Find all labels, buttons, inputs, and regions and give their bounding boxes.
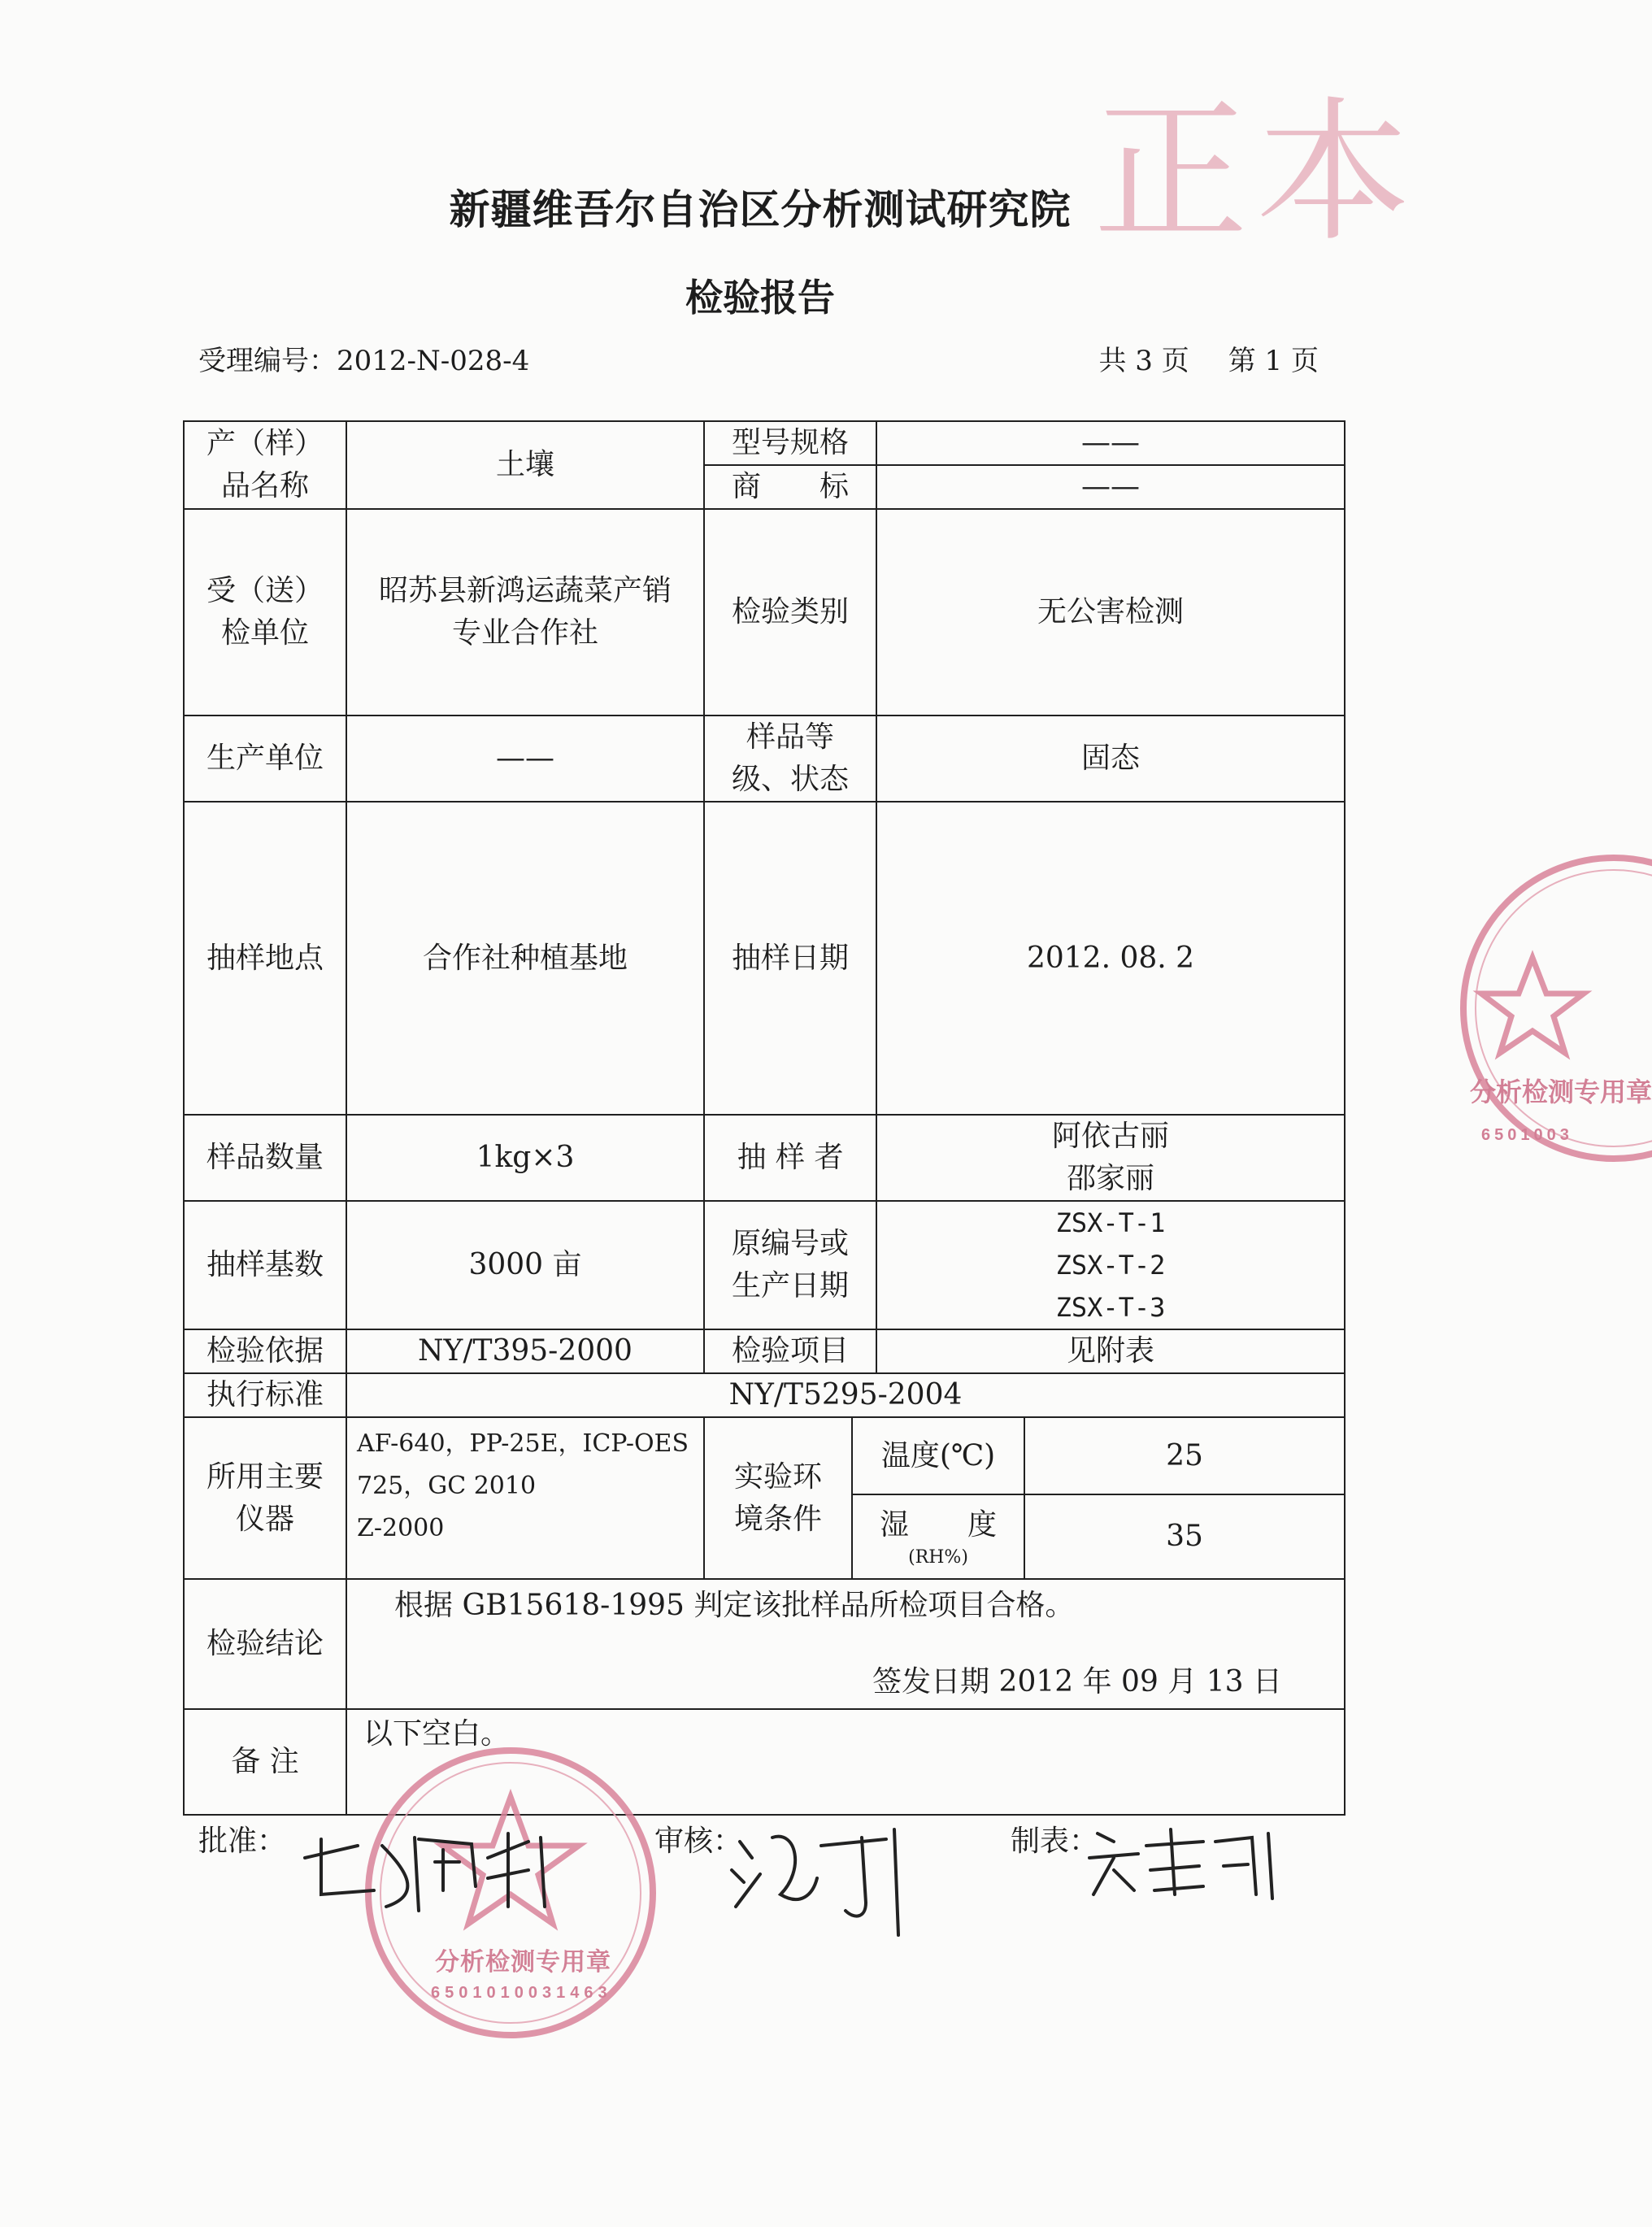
brand-label: 商 标 — [704, 465, 876, 509]
temp-label: 温度(℃) — [852, 1417, 1024, 1494]
items-label: 检验项目 — [704, 1329, 876, 1373]
sampling-site-label: 抽样地点 — [184, 802, 346, 1115]
env-label: 实验环境条件 — [704, 1417, 852, 1579]
producer-value: —— — [346, 716, 704, 802]
side-stamp — [1463, 858, 1652, 1159]
standard-label: 执行标准 — [184, 1373, 346, 1417]
conclusion-text: 根据 GB15618-1995 判定该批样品所检项目合格。 — [394, 1589, 1075, 1622]
conclusion-label: 检验结论 — [184, 1579, 346, 1709]
humidity-unit: (RH%) — [908, 1547, 968, 1568]
sampler-2: 邵家丽 — [1067, 1162, 1155, 1195]
client-label: 受（送）检单位 — [184, 509, 346, 716]
main-stamp-label: 分析检测专用章 — [435, 1949, 611, 1976]
review-label: 审核： — [654, 1825, 743, 1858]
grade-value: 固态 — [876, 716, 1345, 802]
approve-label: 批准： — [198, 1825, 287, 1858]
basis-value: NY/T395-2000 — [346, 1329, 704, 1373]
grade-label: 样品等级、状态 — [704, 716, 876, 802]
sampling-date-value: 2012. 08. 2 — [876, 802, 1345, 1115]
product-name-value: 土壤 — [346, 421, 704, 509]
signature-review — [732, 1829, 898, 1935]
instruments-label: 所用主要仪器 — [184, 1417, 346, 1579]
producer-label: 生产单位 — [184, 716, 346, 802]
issue-date: 签发日期 2012 年 09 月 13 日 — [872, 1665, 1283, 1699]
side-stamp-star-icon — [1481, 958, 1584, 1053]
remark-text: 以下空白。 — [346, 1709, 1345, 1815]
acceptance-no-value: 2012-N-028-4 — [337, 345, 530, 377]
institute-title: 新疆维吾尔自治区分析测试研究院 — [449, 185, 1072, 233]
client-value: 昭苏县新鸿运蔬菜产销专业合作社 — [346, 509, 704, 716]
prepare-label: 制表： — [1011, 1825, 1099, 1858]
base-label: 抽样基数 — [184, 1201, 346, 1329]
sampling-site-value: 合作社种植基地 — [346, 802, 704, 1115]
instruments-line-2: Z-2000 — [357, 1514, 445, 1542]
orig-no-3: ZSX-T-3 — [1055, 1292, 1166, 1323]
humidity-label: 湿 度 — [880, 1508, 998, 1542]
watermark-zhengben: 正本 — [1093, 83, 1419, 263]
base-value: 3000 亩 — [346, 1201, 704, 1329]
sample-qty-value: 1kg×3 — [346, 1115, 704, 1201]
sampler-label: 抽 样 者 — [704, 1115, 876, 1201]
main-stamp-star-icon — [442, 1797, 579, 1924]
total-pages: 共 3 页 — [1098, 345, 1189, 377]
side-stamp-code: 6501003 — [1481, 1126, 1573, 1144]
main-stamp-code: 6501010031463 — [431, 1984, 612, 2002]
instruments-line-1: AF-640，PP-25E，ICP-OES 725，GC 2010 — [357, 1429, 689, 1500]
sampler-1: 阿依古丽 — [1052, 1120, 1170, 1153]
side-stamp-label: 分析检测专用章 — [1470, 1077, 1652, 1107]
signature-prepare — [1089, 1829, 1272, 1899]
orig-no-1: ZSX-T-1 — [1055, 1207, 1166, 1238]
signature-approve — [305, 1833, 545, 1911]
acceptance-no-label: 受理编号： — [198, 345, 337, 377]
standard-value: NY/T5295-2004 — [346, 1373, 1345, 1417]
brand-value: —— — [876, 465, 1345, 509]
report-title: 检验报告 — [685, 276, 835, 320]
product-name-label: 产（样）品名称 — [184, 421, 346, 509]
humidity-value: 35 — [1024, 1494, 1345, 1579]
inspection-type-label: 检验类别 — [704, 509, 876, 716]
model-label: 型号规格 — [704, 421, 876, 465]
page-number: 第 1 页 — [1228, 345, 1319, 377]
model-value: —— — [876, 421, 1345, 465]
remark-label: 备 注 — [184, 1709, 346, 1815]
sampling-date-label: 抽样日期 — [704, 802, 876, 1115]
items-value: 见附表 — [876, 1329, 1345, 1373]
sample-qty-label: 样品数量 — [184, 1115, 346, 1201]
basis-label: 检验依据 — [184, 1329, 346, 1373]
inspection-type-value: 无公害检测 — [876, 509, 1345, 716]
temp-value: 25 — [1024, 1417, 1345, 1494]
orig-no-label: 原编号或生产日期 — [704, 1201, 876, 1329]
orig-no-2: ZSX-T-2 — [1055, 1250, 1166, 1281]
